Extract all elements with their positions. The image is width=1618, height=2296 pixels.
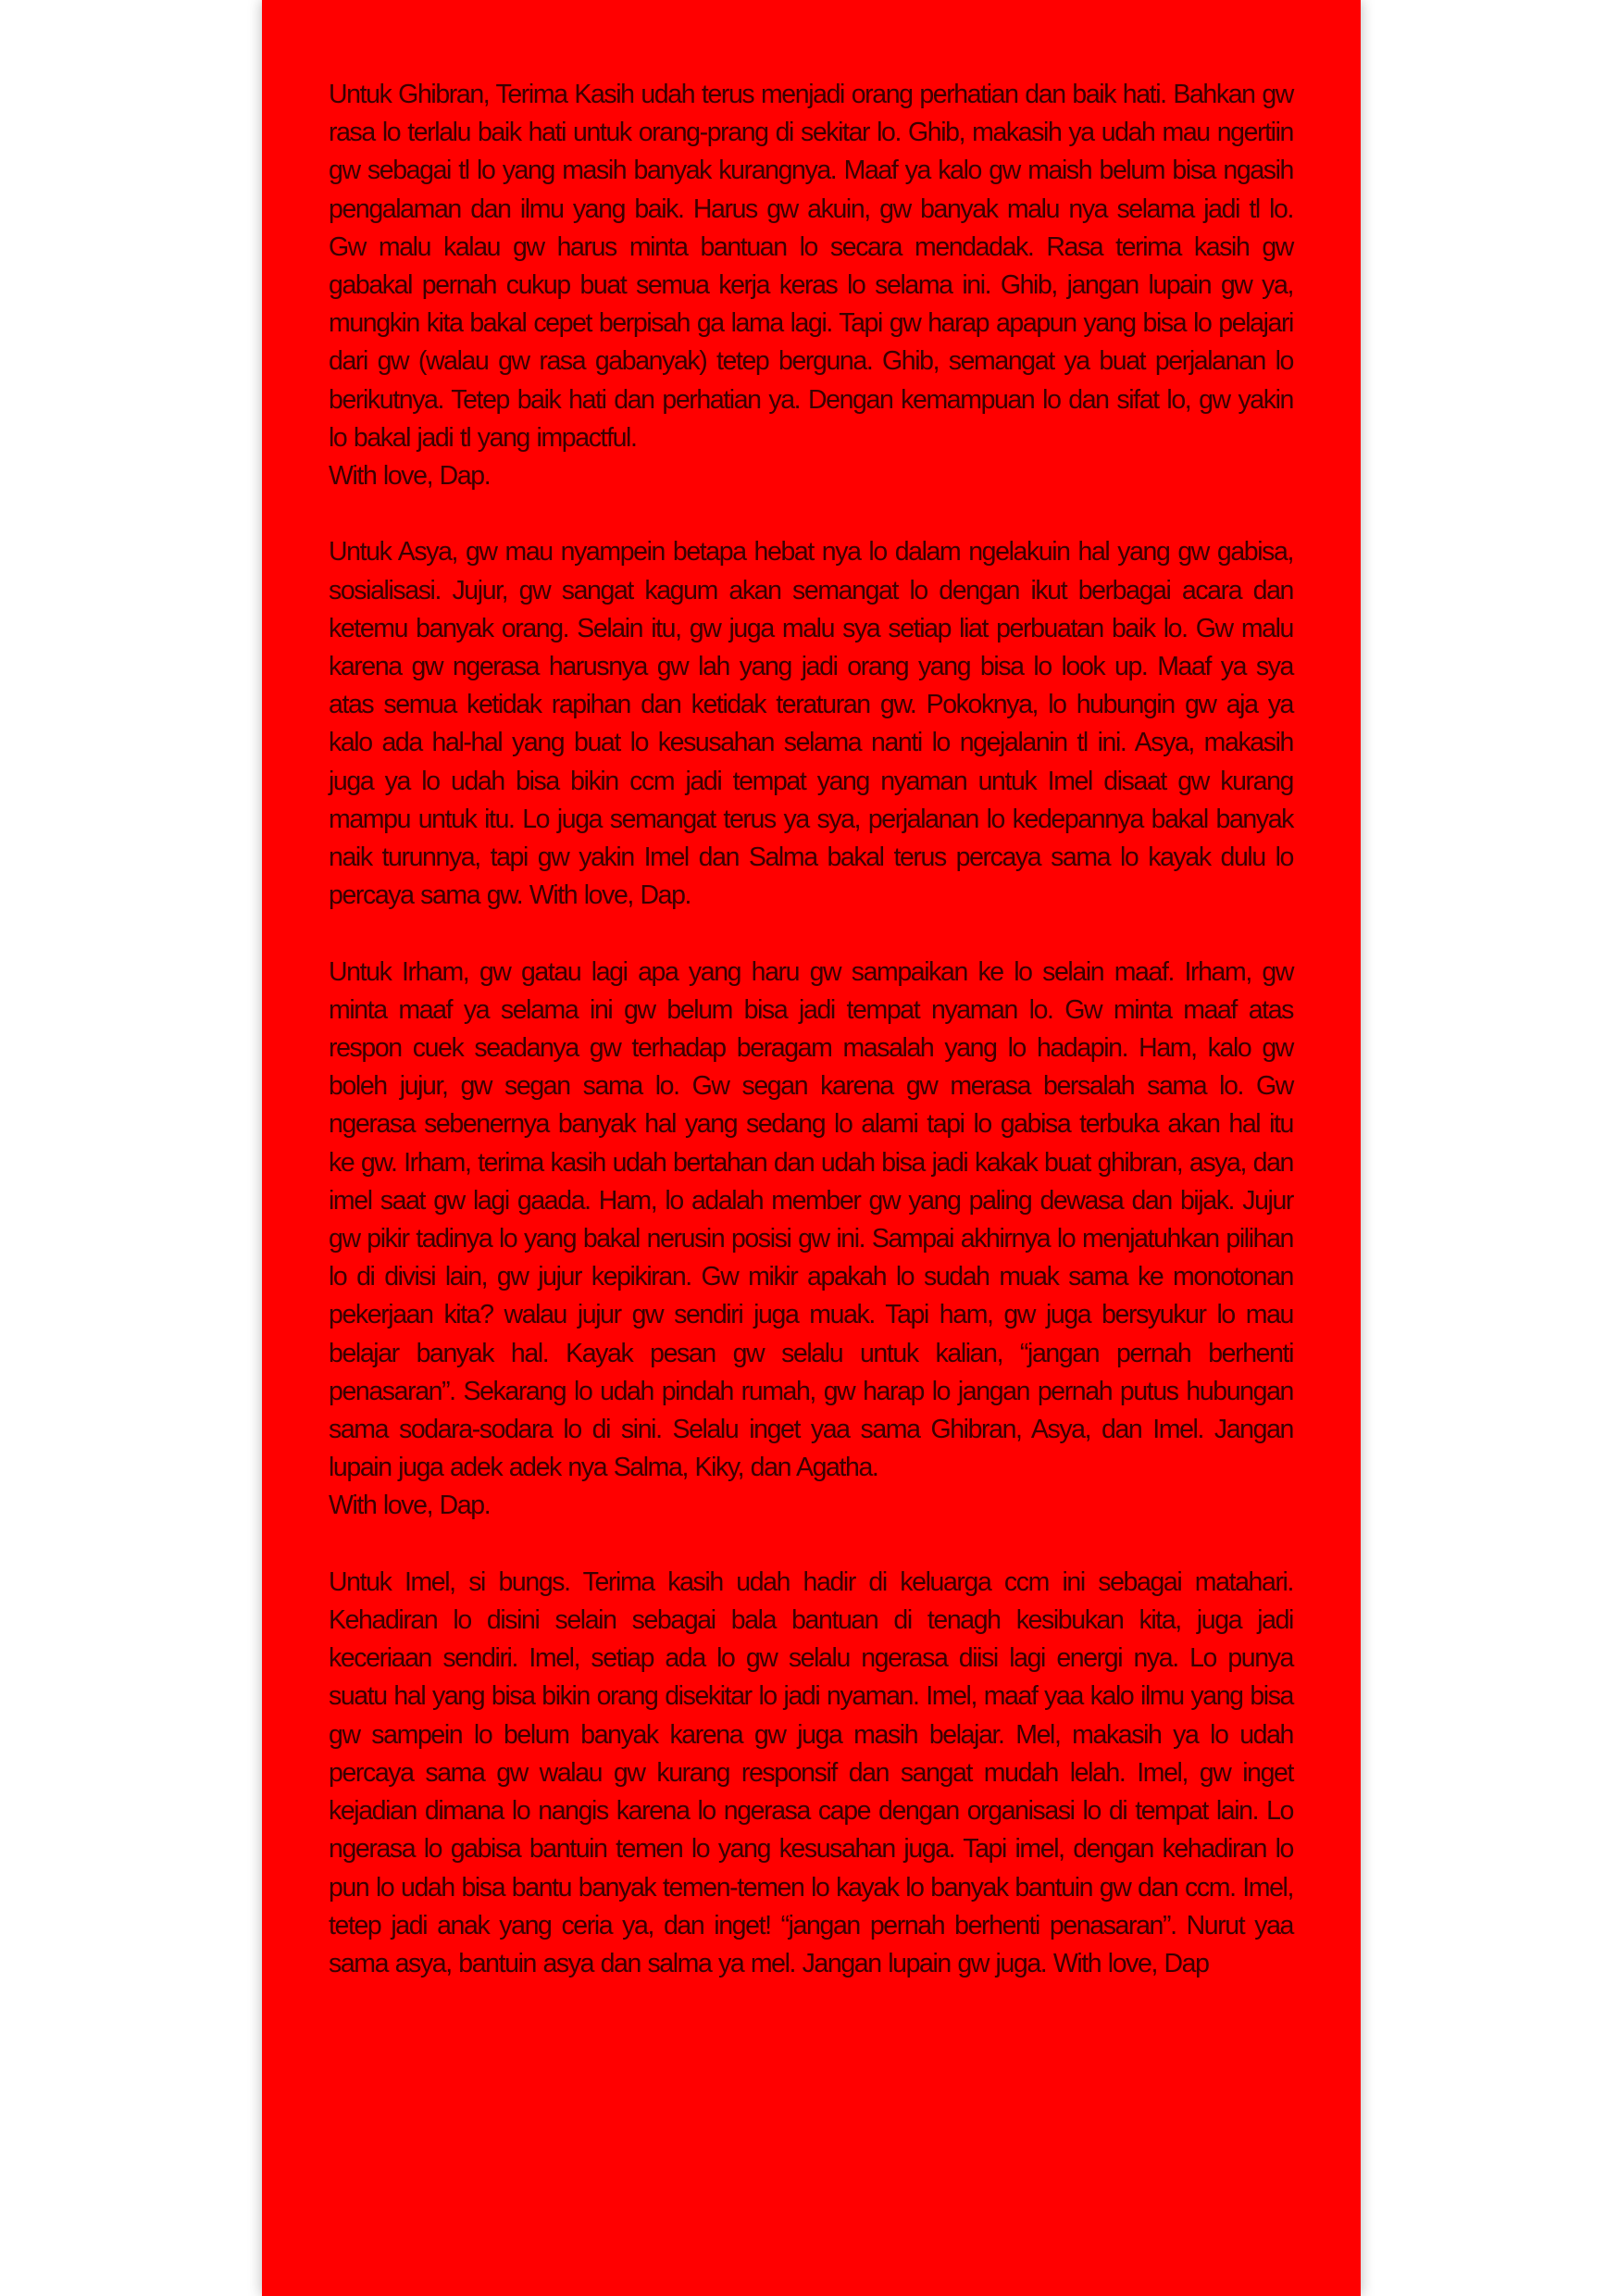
letter-body: Untuk Imel, si bungs. Terima kasih udah hadir di keluarga ccm ini sebagai matahari. Kehadiran lo disini selain sebagai bala bantuan di tenagh kesibukan kita, juga jadi keceriaan sendiri. Imel, setiap ada lo gw selalu ngerasa diisi lagi energi nya. Lo punya suatu hal yang bisa bikin orang disekitar lo jadi nyaman. Imel, maaf yaa kalo ilmu yang bisa gw sampein lo belum banyak karena gw juga masih belajar. Mel, makasih ya lo udah percaya sama gw walau gw kurang responsif dan sangat mudah lelah. Imel, gw inget kejadian dimana lo nangis karena lo ngerasa cape dengan organisasi lo di tempat lain. Lo ngerasa lo gabisa bantuin temen lo yang kesusahan juga. Tapi imel, dengan kehadiran lo pun lo udah bisa bantu banyak temen-temen lo kayak lo banyak bantuin gw dan ccm. Imel, tetep jadi anak yang ceria ya, dan inget! “jangan pernah berhenti penasaran”. Nurut yaa sama asya, bantuin asya dan salma ya mel. Jangan lupain gw juga. With love, Dap bbox=[329, 1566, 1293, 1978]
letter-asya bbox=[329, 533, 1293, 915]
letter-imel bbox=[329, 1564, 1293, 1983]
letter-signoff: With love, Dap. bbox=[329, 1491, 491, 1521]
letter-content bbox=[329, 76, 1293, 1983]
letter-signoff: With love, Dap. bbox=[329, 461, 491, 492]
document-page bbox=[262, 0, 1361, 2296]
letter-ghibran bbox=[329, 76, 1293, 495]
letter-irham bbox=[329, 954, 1293, 1526]
letter-body: Untuk Asya, gw mau nyampein betapa hebat nya lo dalam ngelakuin hal yang gw gabisa, sosialisasi. Jujur, gw sangat kagum akan semangat lo dengan ikut berbagai acara dan ketemu banyak orang. Selain itu, gw juga malu sya setiap liat perbuatan baik lo. Gw malu karena gw ngerasa harusnya gw lah yang jadi orang yang bisa lo look up. Maaf ya sya atas semua ketidak rapihan dan ketidak teraturan gw. Pokoknya, lo hubungin gw aja ya kalo ada hal-hal yang buat lo kesusahan selama nanti lo ngejalanin tl ini. Asya, makasih juga ya lo udah bisa bikin ccm jadi tempat yang nyaman untuk Imel disaat gw kurang mampu untuk itu. Lo juga semangat terus ya sya, perjalanan lo kedepannya bakal banyak naik turunnya, tapi gw yakin Imel dan Salma bakal terus percaya sama lo kayak dulu lo percaya sama gw. With love, Dap. bbox=[329, 537, 1293, 911]
letter-body: Untuk Ghibran, Terima Kasih udah terus menjadi orang perhatian dan baik hati. Bahkan gw rasa lo terlalu baik hati untuk orang-prang di sekitar lo. Ghib, makasih ya udah mau ngertiin gw sebagai tl lo yang masih banyak kurangnya. Maaf ya kalo gw maish belum bisa ngasih pengalaman dan ilmu yang baik. Harus gw akuin, gw banyak malu nya selama jadi tl lo. Gw malu kalau gw harus minta bantuan lo secara mendadak. Rasa terima kasih gw gabakal pernah cukup buat semua kerja keras lo selama ini. Ghib, jangan lupain gw ya, mungkin kita bakal cepet berpisah ga lama lagi. Tapi gw harap apapun yang bisa lo pelajari dari gw (walau gw rasa gabanyak) tetep berguna. Ghib, semangat ya buat perjalanan lo berikutnya. Tetep baik hati dan perhatian ya. Dengan kemampuan lo dan sifat lo, gw yakin lo bakal jadi tl yang impactful. bbox=[329, 80, 1293, 453]
letter-body: Untuk Irham, gw gatau lagi apa yang haru gw sampaikan ke lo selain maaf. Irham, gw minta maaf ya selama ini gw belum bisa jadi tempat nyaman lo. Gw minta maaf atas respon cuek seadanya gw terhadap beragam masalah yang lo hadapin. Ham, kalo gw boleh jujur, gw segan sama lo. Gw segan karena gw merasa bersalah sama lo. Gw ngerasa sebenernya banyak hal yang sedang lo alami tapi lo gabisa terbuka akan hal itu ke gw. Irham, terima kasih udah bertahan dan udah bisa jadi kakak buat ghibran, asya, dan imel saat gw lagi gaada. Ham, lo adalah member gw yang paling dewasa dan bijak. Jujur gw pikir tadinya lo yang bakal nerusin posisi gw ini. Sampai akhirnya lo menjatuhkan pilihan lo di divisi lain, gw jujur kepikiran. Gw mikir apakah lo sudah muak sama ke monotonan pekerjaan kita? walau jujur gw sendiri juga muak. Tapi ham, gw juga bersyukur lo mau belajar banyak hal. Kayak pesan gw selalu untuk kalian, “jangan pernah berhenti penasaran”. Sekarang lo udah pindah rumah, gw harap lo jangan pernah putus hubungan sama sodara-sodara lo di sini. Selalu inget yaa sama Ghibran, Asya, dan Imel. Jangan lupain juga adek adek nya Salma, Kiky, dan Agatha. bbox=[329, 956, 1293, 1483]
